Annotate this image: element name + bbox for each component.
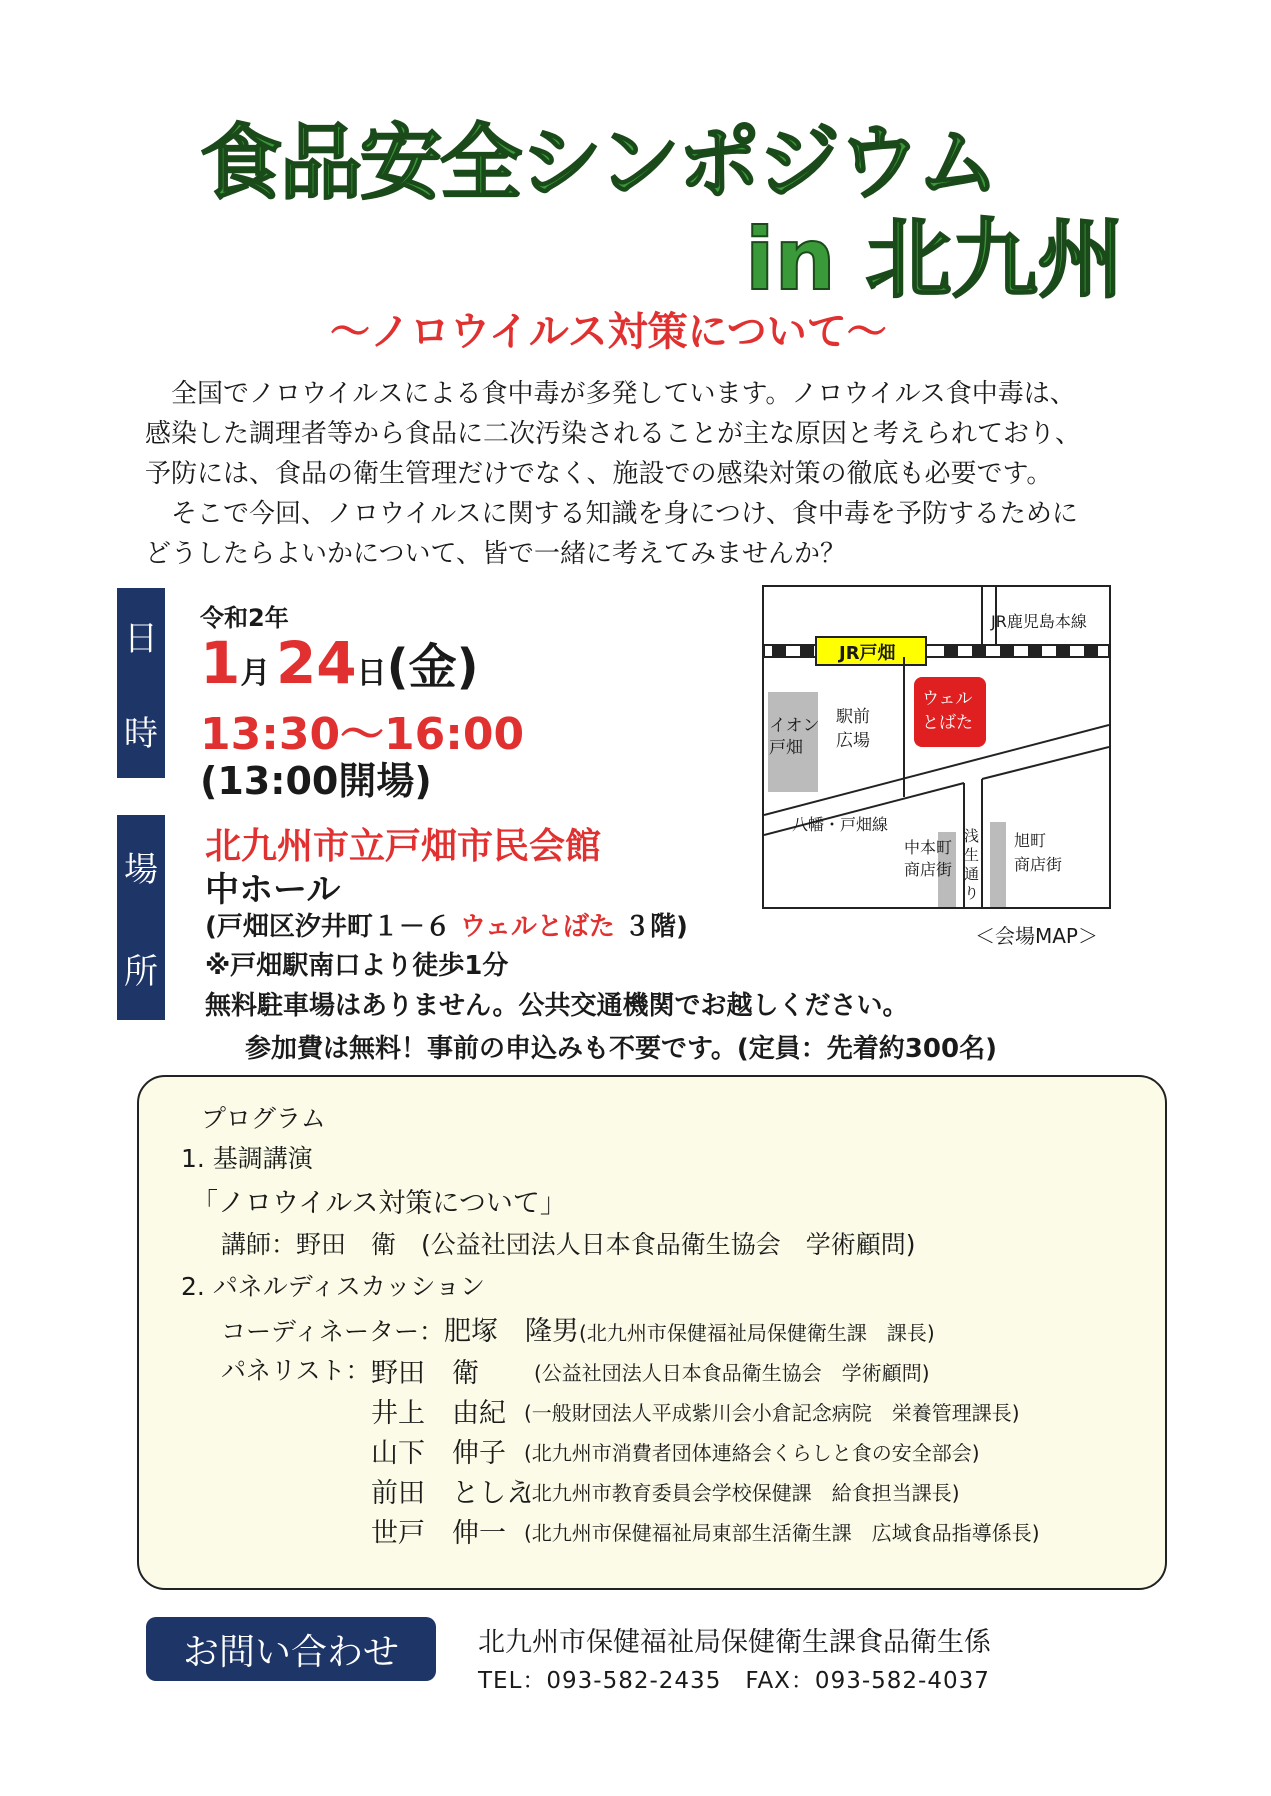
event-date: 1月 24日(金) [200, 629, 479, 697]
program-box [137, 1075, 1167, 1590]
map-jr-line-label: JR鹿児島本線 [991, 612, 1087, 631]
venue-label: 場 所 [117, 815, 165, 1020]
subtitle: ～ノロウイルス対策について～ [330, 309, 887, 355]
map-asahi-label: 旭町 商店街 [1014, 831, 1063, 874]
contact-label: お問い合わせ [146, 1617, 436, 1681]
panelist-affiliation: (北九州市消費者団体連絡会くらしと食の安全部会) [524, 1441, 980, 1465]
program-item1: 1. 基調講演 [181, 1144, 313, 1173]
intro-line: 予防には、食品の衛生管理だけでなく、施設での感染対策の徹底も必要です。 [145, 459, 1053, 489]
program-heading: プログラム [201, 1104, 326, 1133]
map-station-label: JR戸畑 [839, 643, 896, 664]
venue-map [762, 585, 1111, 909]
panelist-name: 山下 伸子 [371, 1438, 506, 1469]
intro-line: 全国でノロウイルスによる食中毒が多発しています。ノロウイルス食中毒は、 [145, 379, 1076, 409]
map-asao-label: 浅 生 通 り [964, 827, 980, 902]
program-item2: 2. パネルディスカッション [181, 1272, 486, 1301]
lecture-title: 「ノロウイルス対策について」 [191, 1188, 567, 1219]
panelist-affiliation: (一般財団法人平成紫川会小倉記念病院 栄養管理課長) [524, 1401, 1020, 1425]
panelist-name: 井上 由紀 [371, 1398, 506, 1429]
venue-address: (戸畑区汐井町１－６ ウェルとばた ３階) [205, 912, 688, 942]
parking-note: 無料駐車場はありません。公共交通機関でお越しください。 [205, 991, 909, 1021]
title-line2: in 北九州 [745, 210, 1124, 310]
venue-hall: 中ホール [205, 870, 341, 910]
coordinator: コーディネーター：肥塚 隆男(北九州市保健福祉局保健衛生課 課長) [221, 1316, 935, 1347]
title-line1: 食品安全シンポジウム [200, 116, 998, 211]
panelist-name: 世戸 伸一 [371, 1518, 506, 1549]
map-aeon-label: イオン 戸畑 [769, 716, 820, 758]
venue-access: ※戸畑駅南口より徒歩1分 [205, 951, 509, 981]
venue-name: 北九州市立戸畑市民会館 [205, 826, 602, 867]
lecturer: 講師：野田 衛 (公益社団法人日本食品衛生協会 学術顧問) [221, 1230, 916, 1259]
intro-text [145, 374, 1145, 574]
map-plaza-label: 駅前 広場 [836, 707, 870, 751]
panelist-label: パネリスト： [221, 1356, 371, 1385]
intro-line: そこで今回、ノロウイルスに関する知識を身につけ、食中毒を予防するために [145, 499, 1078, 529]
map-wel-label: ウェル とばた [922, 689, 973, 733]
datetime-label: 日 時 [117, 588, 165, 778]
event-time: 13:30～16:00 [200, 709, 525, 760]
intro-line: 感染した調理者等から食品に二次汚染されることが主な原因と考えられており、 [145, 419, 1082, 449]
doors-open: (13:00開場) [200, 759, 432, 803]
panelist-affiliation: (北九州市保健福祉局東部生活衛生課 広域食品指導係長) [524, 1521, 1040, 1545]
panelist-name: 前田 としえ [371, 1478, 533, 1509]
date-era: 令和2年 [200, 604, 289, 632]
panelist-affiliation: (公益社団法人日本食品衛生協会 学術顧問) [534, 1361, 930, 1385]
fee-note: 参加費は無料！事前の申込みも不要です。(定員：先着約300名) [245, 1034, 997, 1064]
panelist-name: 野田 衛 [371, 1358, 479, 1389]
contact-organization: 北九州市保健福祉局保健衛生課食品衛生係 [478, 1627, 991, 1658]
intro-line: どうしたらよいかについて、皆で一緒に考えてみませんか？ [145, 539, 846, 569]
map-caption: ＜会場MAP＞ [975, 924, 1098, 948]
contact-phone-fax: TEL：093-582-2435 FAX：093-582-4037 [478, 1668, 990, 1694]
map-nakahon-label: 中本町 商店街 [904, 838, 953, 879]
map-road-label: 八幡・戸畑線 [792, 815, 889, 834]
panelist-affiliation: (北九州市教育委員会学校保健課 給食担当課長) [524, 1481, 960, 1505]
